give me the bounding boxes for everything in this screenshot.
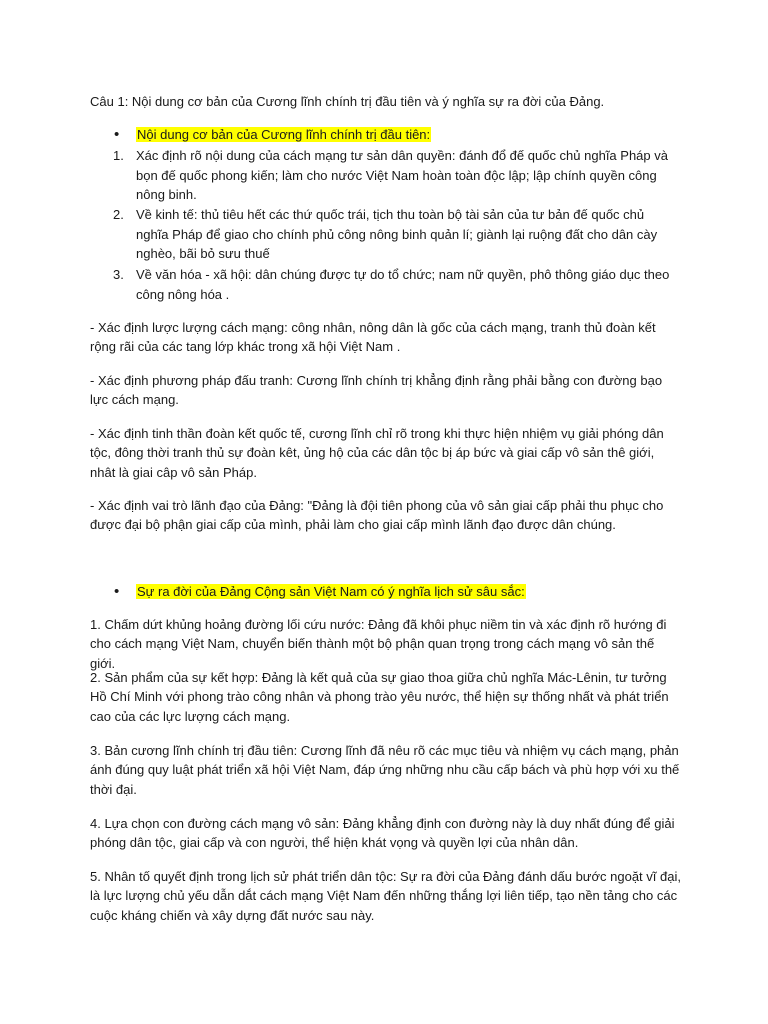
bullet-icon: • (114, 583, 120, 600)
list-item-text: Xác định rõ nội dung của cách mạng tư sản dân quyền: đánh đổ đế quốc chủ nghĩa Pháp và bọn đế quốc phong kiến; làm cho nước Việt Nam hoàn toàn độc lập; lập chính quyền công nông binh. (136, 148, 668, 203)
list-item-number: 3. (113, 267, 124, 282)
paragraph-struggle-method: - Xác định phương pháp đấu tranh: Cương lĩnh chính trị khẳng định rằng phải bằng con đường bạo lực cách mạng. (90, 373, 663, 408)
list-item-text: Về văn hóa - xã hội: dân chúng được tự do tổ chức; nam nữ quyền, phô thông giáo dục theo công nông hóa . (136, 267, 670, 302)
paragraph-party-leadership: - Xác định vai trò lãnh đạo của Đảng: "Đảng là đội tiên phong của vô sản giai cấp phải thu phục cho được đại bộ phận giai cấp của mình, phải làm cho giai cấp mình lãnh đạo được dân chúng. (90, 498, 664, 533)
section2-heading-text: Sự ra đời của Đảng Cộng sản Việt Nam có ý nghĩa lịch sử sâu sắc: (137, 584, 525, 599)
list-item-number: 1. (113, 148, 124, 163)
paragraph-international-solidarity: - Xác định tinh thần đoàn kết quốc tế, cương lĩnh chỉ rõ trong khi thực hiện nhiệm vụ giải phóng dân tộc, đông thời tranh thủ sự đoàn kêt, ủng hộ của các dân tộc bị áp bức và giai cấp vô sản thê giới, nhât là giai câp vô sản Pháp. (90, 426, 664, 480)
question-title: Câu 1: Nội dung cơ bản của Cương lĩnh chính trị đầu tiên và ý nghĩa sự ra đời của Đảng. (90, 94, 605, 109)
section1-heading (114, 125, 674, 144)
section2-heading (114, 582, 674, 601)
significance-item-5: 5. Nhân tố quyết định trong lịch sử phát triển dân tộc: Sự ra đời của Đảng đánh dấu bước ngoặt vĩ đại, là lực lượng chủ yếu dẫn dắt cách mạng Việt Nam đến những thắng lợi liên tiếp, tạo nền tảng cho các cuộc kháng chiến và xây dựng đất nước sau này. (90, 869, 681, 923)
bullet-icon: • (114, 126, 120, 143)
significance-item-1: 1. Chấm dứt khủng hoảng đường lối cứu nước: Đảng đã khôi phục niềm tin và xác định rõ hướng đi cho cách mạng Việt Nam, chuyển biến thành một bộ phận quan trọng trong cách mạng vô sản thế giới. (90, 617, 667, 671)
significance-item-2: 2. Sản phẩm của sự kết hợp: Đảng là kết quả của sự giao thoa giữa chủ nghĩa Mác-Lênin, tư tưởng Hồ Chí Minh với phong trào công nhân và phong trào yêu nước, thể hiện sự thống nhất và phát triển cao của các lực lượng cách mạng. (90, 670, 669, 724)
section1-heading-text: Nội dung cơ bản của Cương lĩnh chính trị đầu tiên: (137, 127, 431, 142)
list-item-number: 2. (113, 207, 124, 222)
paragraph-revolutionary-forces: - Xác định lược lượng cách mạng: công nhân, nông dân là gốc của cách mạng, tranh thủ đoàn kết rộng rãi của các tang lớp khác trong xã hội Việt Nam . (90, 320, 656, 355)
significance-item-4: 4. Lựa chọn con đường cách mạng vô sản: Đảng khẳng định con đường này là duy nhất đúng để giải phóng dân tộc, giai cấp và con người, thể hiện khát vọng và quyền lợi của nhân dân. (90, 816, 675, 851)
list-item-text: Về kinh tế: thủ tiêu hết các thứ quốc trái, tịch thu toàn bộ tài sản của tư bản đế quốc chủ nghĩa Pháp để giao cho chính phủ công nông binh quản lí; giành lại ruộng đất cho dân cày nghèo, bãi bỏ sưu thuế (136, 207, 658, 262)
significance-item-3: 3. Bản cương lĩnh chính trị đầu tiên: Cương lĩnh đã nêu rõ các mục tiêu và nhiệm vụ cách mạng, phản ánh đúng quy luật phát triển xã hội Việt Nam, đáp ứng những nhu cầu cấp bách và phù hợp với xu thế thời đại. (90, 743, 680, 797)
